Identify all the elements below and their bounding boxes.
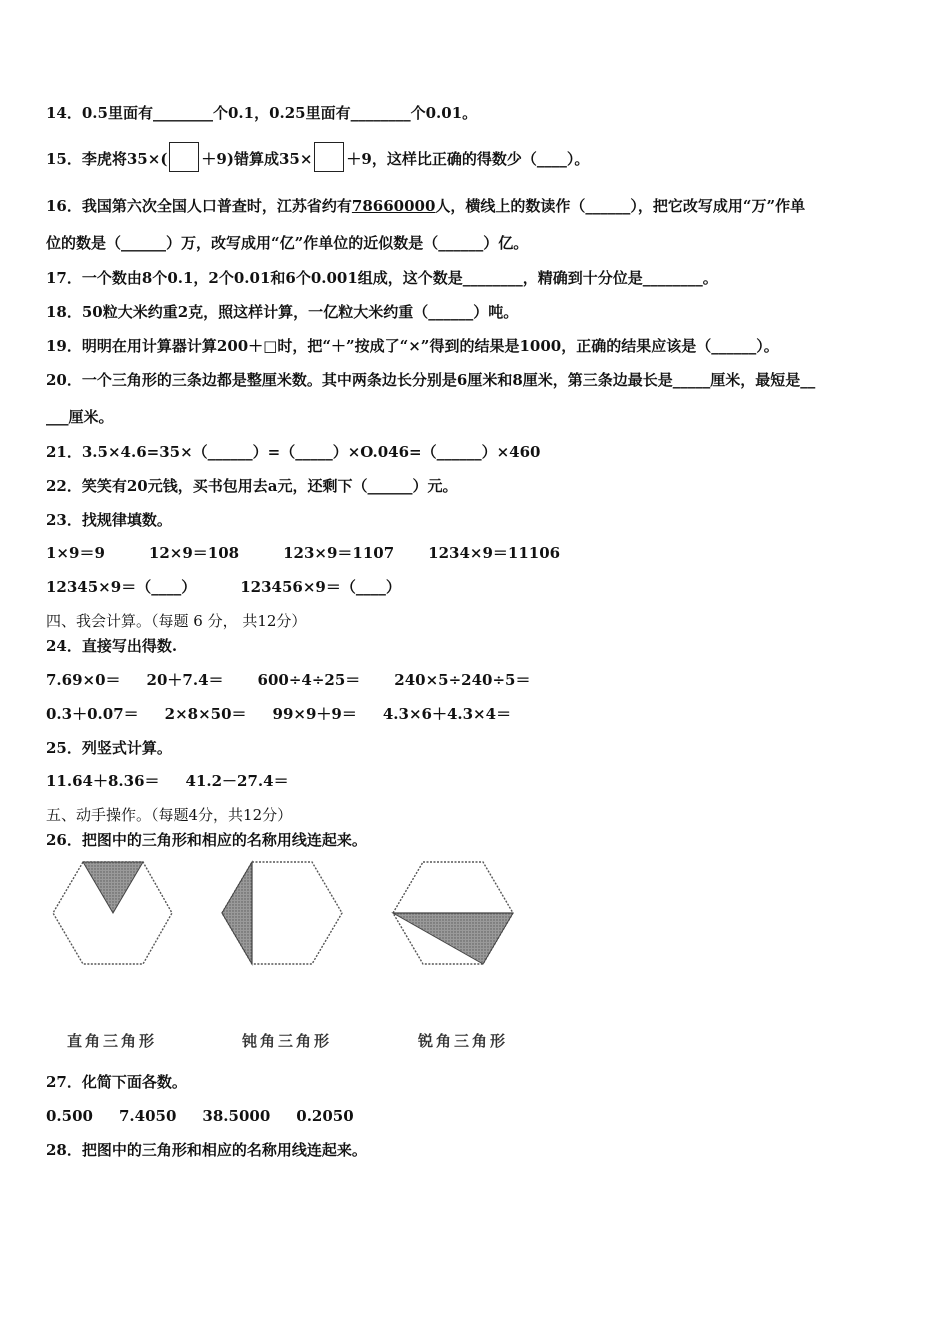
question-22 [46,476,457,496]
q24-row1 [46,670,531,690]
q25-row [46,771,289,791]
q24-item: 600÷4÷25＝ [257,671,361,689]
q24-item: 2×8×50＝ [164,705,247,723]
question-20 [46,370,815,390]
q28-text: 把图中的三角形和相应的名称用线连起来。 [81,1141,367,1159]
section-4-title: 四、我会计算。（每题 6 分， 共12分） [46,612,307,630]
q27-item: 0.500 [46,1107,93,1125]
q17-text: 一个数由8个0.1，2个0.01和6个0.001组成，这个数是________，精确到十分位是________。 [81,269,718,287]
question-14 [46,103,477,123]
q16-underlined-number: 78660000 [351,197,436,215]
q18-number: 18． [46,303,82,321]
q23-item: 123×9＝1107 [283,544,395,562]
q27-item: 7.4050 [118,1107,177,1125]
q16-part-a: 我国第六次全国人口普查时，江苏省约有 [81,197,352,215]
q24-item: 99×9＋9＝ [272,705,357,723]
q20-number: 20． [46,371,82,389]
q23-item: 12345×9＝（____） [46,578,197,596]
question-23 [46,510,172,530]
q23-item: 12×9＝108 [148,544,240,562]
q24-number: 24． [46,637,82,655]
q16-line2: 位的数是（______）万，改写成用“亿”作单位的近似数是（______）亿。 [46,234,529,252]
hexagon-triangle-figure [40,850,530,980]
q24-item: 7.69×0＝ [46,671,121,689]
question-17 [46,268,718,288]
q23-row1 [46,543,560,563]
q18-text: 50粒大米约重2克，照这样计算，一亿粒大米约重（______）吨。 [81,303,519,321]
question-16 [46,196,805,216]
question-16-line2 [46,233,528,253]
q15-part-b: ＋9)错算成35× [201,150,313,168]
q19-number: 19． [46,337,82,355]
hexagon-3 [393,862,513,964]
q15-part-c: ＋9，这样比正确的得数少（____）。 [346,150,590,168]
question-19 [46,336,779,356]
q24-item: 0.3＋0.07＝ [46,705,139,723]
q14-number: 14． [46,104,82,122]
question-24 [46,636,177,656]
question-18 [46,302,518,322]
section-5-heading [46,805,292,825]
question-21 [46,442,540,462]
q28-number: 28． [46,1141,82,1159]
q20-line1: 一个三角形的三条边都是整厘米数。其中两条边长分别是6厘米和8厘米，第三条边最长是_____厘米，最短是__ [81,371,816,389]
q21-number: 21． [46,443,82,461]
q20-line2: ___厘米。 [46,408,114,426]
q23-number: 23． [46,511,82,529]
label-acute-triangle: 锐角三角形 [418,1032,509,1050]
q24-row2 [46,704,511,724]
blank-box [169,142,199,172]
q15-number: 15． [46,150,82,168]
q16-part-b: 人，横线上的数读作（______），把它改写成用“万”作单 [435,197,806,215]
q24-item: 4.3×6＋4.3×4＝ [382,705,512,723]
question-28 [46,1140,367,1160]
q27-row [46,1106,354,1126]
q22-number: 22． [46,477,82,495]
section-5-title: 五、动手操作。（每题4分，共12分） [46,806,293,824]
question-15 [46,148,589,172]
label-obtuse-triangle: 钝角三角形 [242,1032,333,1050]
q27-item: 38.5000 [202,1107,271,1125]
q22-text: 笑笑有20元钱，买书包用去a元，还剩下（______）元。 [81,477,458,495]
q17-number: 17． [46,269,82,287]
q25-item: 41.2－27.4＝ [185,772,289,790]
q23-item: 123456×9＝（____） [240,578,401,596]
q24-item: 20＋7.4＝ [146,671,224,689]
q23-row2 [46,577,401,597]
question-27 [46,1072,187,1092]
question-25 [46,738,172,758]
question-20-line2 [46,407,114,427]
q19-text: 明明在用计算器计算200＋□时，把“＋”按成了“×”得到的结果是1000，正确的结果应该是（______）。 [81,337,779,355]
q26-number: 26． [46,831,82,849]
hexagon-2 [222,862,342,964]
q25-number: 25． [46,739,82,757]
question-26 [46,830,367,850]
q27-text: 化简下面各数。 [81,1073,187,1091]
blank-box [314,142,344,172]
q26-text: 把图中的三角形和相应的名称用线连起来。 [81,831,367,849]
q16-number: 16． [46,197,82,215]
label-right-triangle: 直角三角形 [67,1032,158,1050]
q14-text: 0.5里面有________个0.1，0.25里面有________个0.01。 [81,104,478,122]
q25-item: 11.64＋8.36＝ [46,772,160,790]
q23-item: 1234×9＝11106 [428,544,561,562]
q23-item: 1×9＝9 [46,544,105,562]
section-4-heading [46,611,306,631]
q21-text: 3.5×4.6=35×（______）=（_____）×O.046=（______）×460 [81,443,541,461]
q24-item: 240×5÷240÷5＝ [394,671,531,689]
q15-part-a: 李虎将35×( [81,150,168,168]
q25-text: 列竖式计算。 [81,739,172,757]
q24-text: 直接写出得数. [81,637,178,655]
q23-text: 找规律填数。 [81,511,172,529]
q27-item: 0.2050 [296,1107,354,1125]
q27-number: 27． [46,1073,82,1091]
hexagon-1 [53,862,172,964]
